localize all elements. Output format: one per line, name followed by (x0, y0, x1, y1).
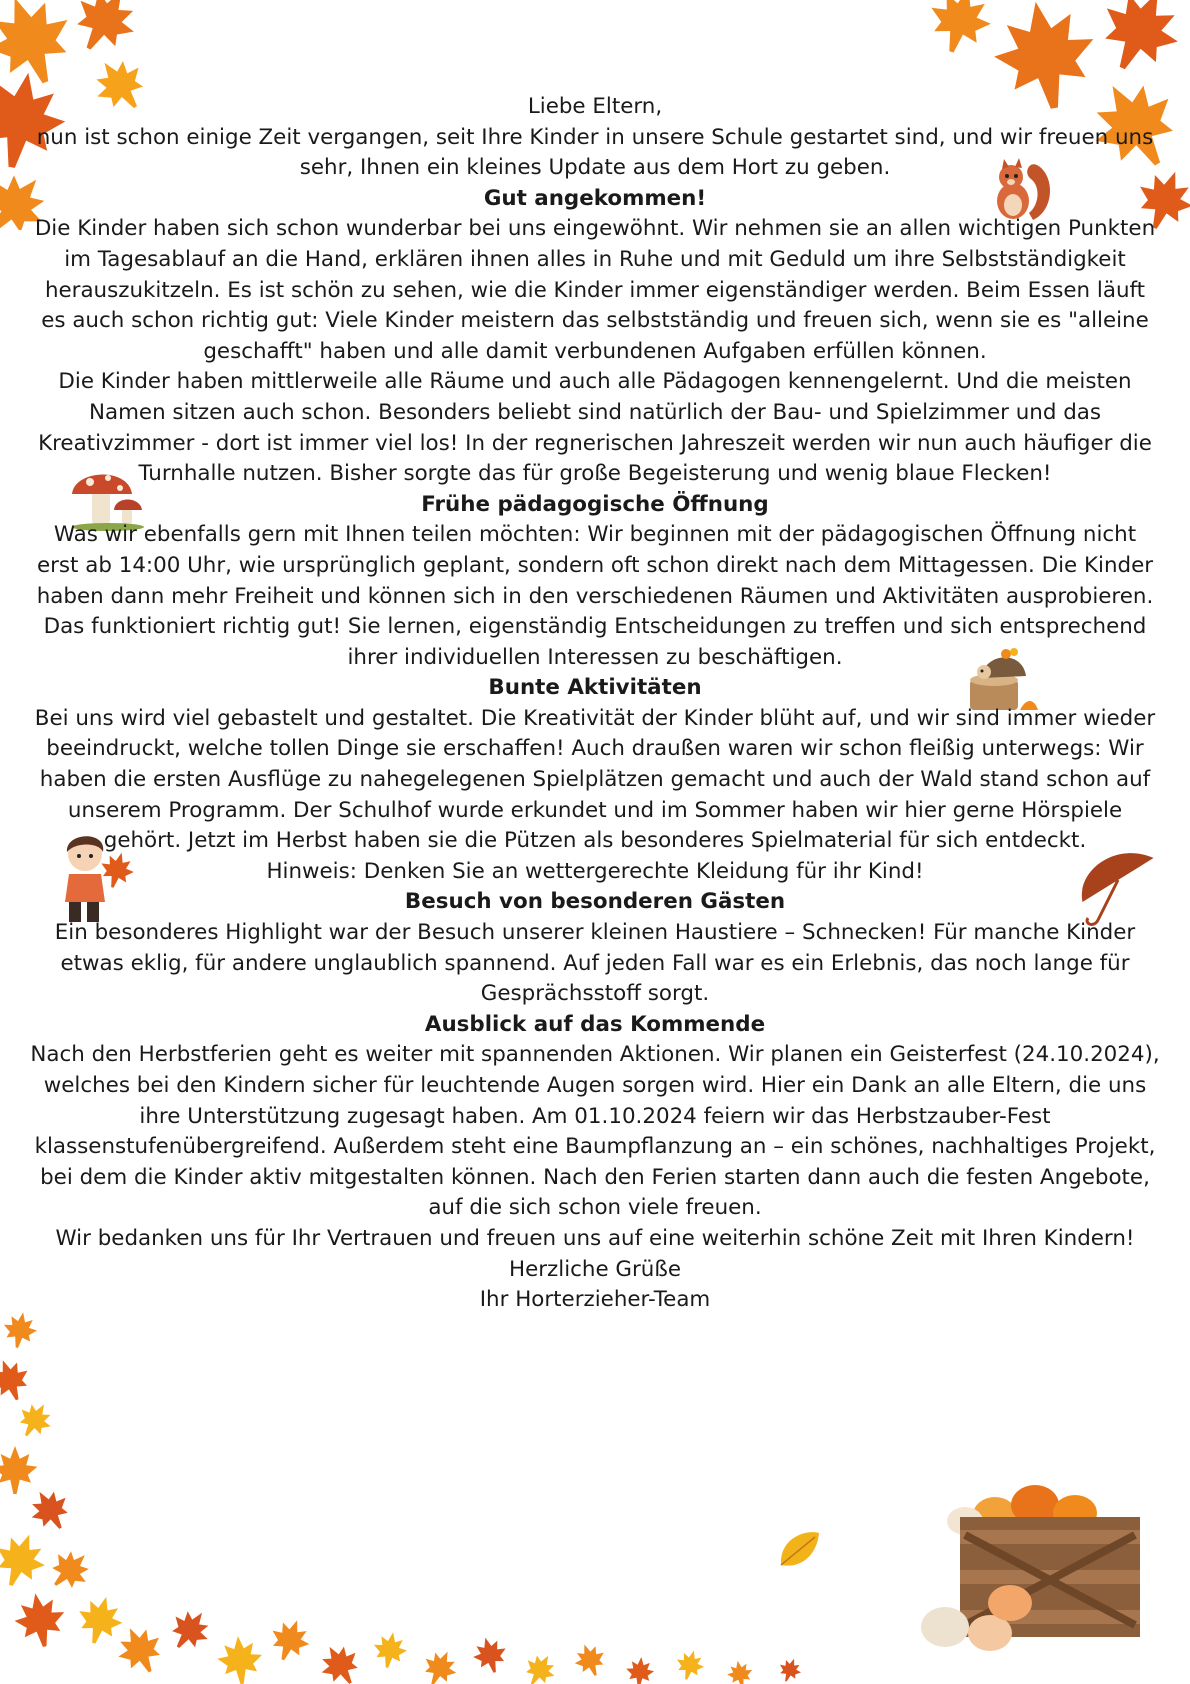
section-paragraph: Ein besonderes Highlight war der Besuch unserer kleinen Haustiere – Schnecken! Für manche Kinder etwas eklig, für andere unglaublich spannend. Auf jeden Fall war es ein Erlebnis, das noch lange für Gesprächsstoff sorgt. (54, 920, 1136, 1007)
section-heading: Bunte Aktivitäten (488, 675, 702, 701)
intro-paragraph: nun ist schon einige Zeit vergangen, seit Ihre Kinder in unsere Schule gestartet sind, und wir freuen uns sehr, Ihnen ein kleines Update aus dem Hort zu geben. (36, 124, 1154, 181)
pumpkin-crate-icon (905, 1455, 1175, 1655)
section-paragraph: Bei uns wird viel gebastelt und gestaltet. Die Kreativität der Kinder blüht auf, und wir sind immer wieder beeindruckt, welche tollen Dinge sie erschaffen! Auch draußen waren wir schon fleißig unterwegs: Wir haben die ersten Ausflüge zu nahegelegenen Spielplätzen gemacht und auch der Wald stand schon auf unserem Programm. Der Schulhof wurde erkundet und im Sommer haben wir hier gerne Hörspiele gehört. Jetzt im Herbst haben sie die Pützen als besonderes Spielmaterial für sich entdeckt. (34, 705, 1156, 854)
regards: Herzliche Grüße (509, 1256, 681, 1282)
section-paragraph: Die Kinder haben mittlerweile alle Räume und auch alle Pädagogen kennengelernt. Und die meisten Namen sitzen auch schon. Besonders beliebt sind natürlich der Bau- und Spielzimmer und das Kreativzimmer - dort ist immer viel los! In der regnerischen Jahreszeit werden wir nun auch häufiger die Turnhalle nutzen. Bisher sorgte das für große Begeisterung und wenig blaue Flecken! (38, 369, 1152, 487)
closing-paragraph: Wir bedanken uns für Ihr Vertrauen und freuen uns auf eine weiterhin schöne Zeit mit Ihren Kindern! (55, 1225, 1135, 1251)
note-paragraph: Hinweis: Denken Sie an wettergerechte Kleidung für ihr Kind! (266, 858, 924, 884)
signature: Ihr Horterzieher-Team (479, 1287, 711, 1313)
section-paragraph: Die Kinder haben sich schon wunderbar bei uns eingewöhnt. Wir nehmen sie an allen wichtigen Punkten im Tagesablauf an die Hand, erklären ihnen alles in Ruhe und mit Geduld um ihre Selbstständigkeit herauszukitzeln. Es ist schön zu sehen, wie die Kinder immer eigenständiger werden. Beim Essen läuft es auch schon richtig gut: Viele Kinder meistern das selbstständig und freuen sich, wenn sie es "alleine geschafft" haben und alle damit verbundenen Aufgaben erfüllen können. (34, 216, 1156, 364)
autumn-leaves-garland-icon (0, 1310, 900, 1684)
section-heading: Ausblick auf das Kommende (424, 1011, 766, 1037)
section-heading: Frühe pädagogische Öffnung (421, 491, 769, 517)
section-paragraph: Nach den Herbstferien geht es weiter mit spannenden Aktionen. Wir planen ein Geisterfest (24.10.2024), welches bei den Kindern sicher für leuchtende Augen sorgen wird. Hier ein Dank an alle Eltern, die uns ihre Unterstützung zugesagt haben. Am 01.10.2024 feiern wir das Herbstzauber-Fest klassenstufenübergreifend. Außerdem steht eine Baumpflanzung an – ein schönes, nachhaltiges Projekt, bei dem die Kinder aktiv mitgestalten können. Nach den Ferien starten dann auch die festen Angebote, auf die sich schon viele freuen. (30, 1042, 1160, 1221)
section-heading: Besuch von besonderen Gästen (404, 889, 786, 915)
letter-body (30, 92, 1160, 1316)
greeting: Liebe Eltern, (527, 94, 663, 119)
section-paragraph: Was wir ebenfalls gern mit Ihnen teilen möchten: Wir beginnen mit der pädagogischen Öffnung nicht erst ab 14:00 Uhr, wie ursprünglich geplant, sondern oft schon direkt nach dem Mittagessen. Die Kinder haben dann mehr Freiheit und können sich in den verschiedenen Räumen und Aktivitäten ausprobieren. Das funktioniert richtig gut! Sie lernen, eigenständig Entscheidungen zu treffen und sich entsprechend ihrer individuellen Interessen zu beschäftigen. (36, 522, 1154, 670)
section-heading: Gut angekommen! (483, 185, 707, 211)
